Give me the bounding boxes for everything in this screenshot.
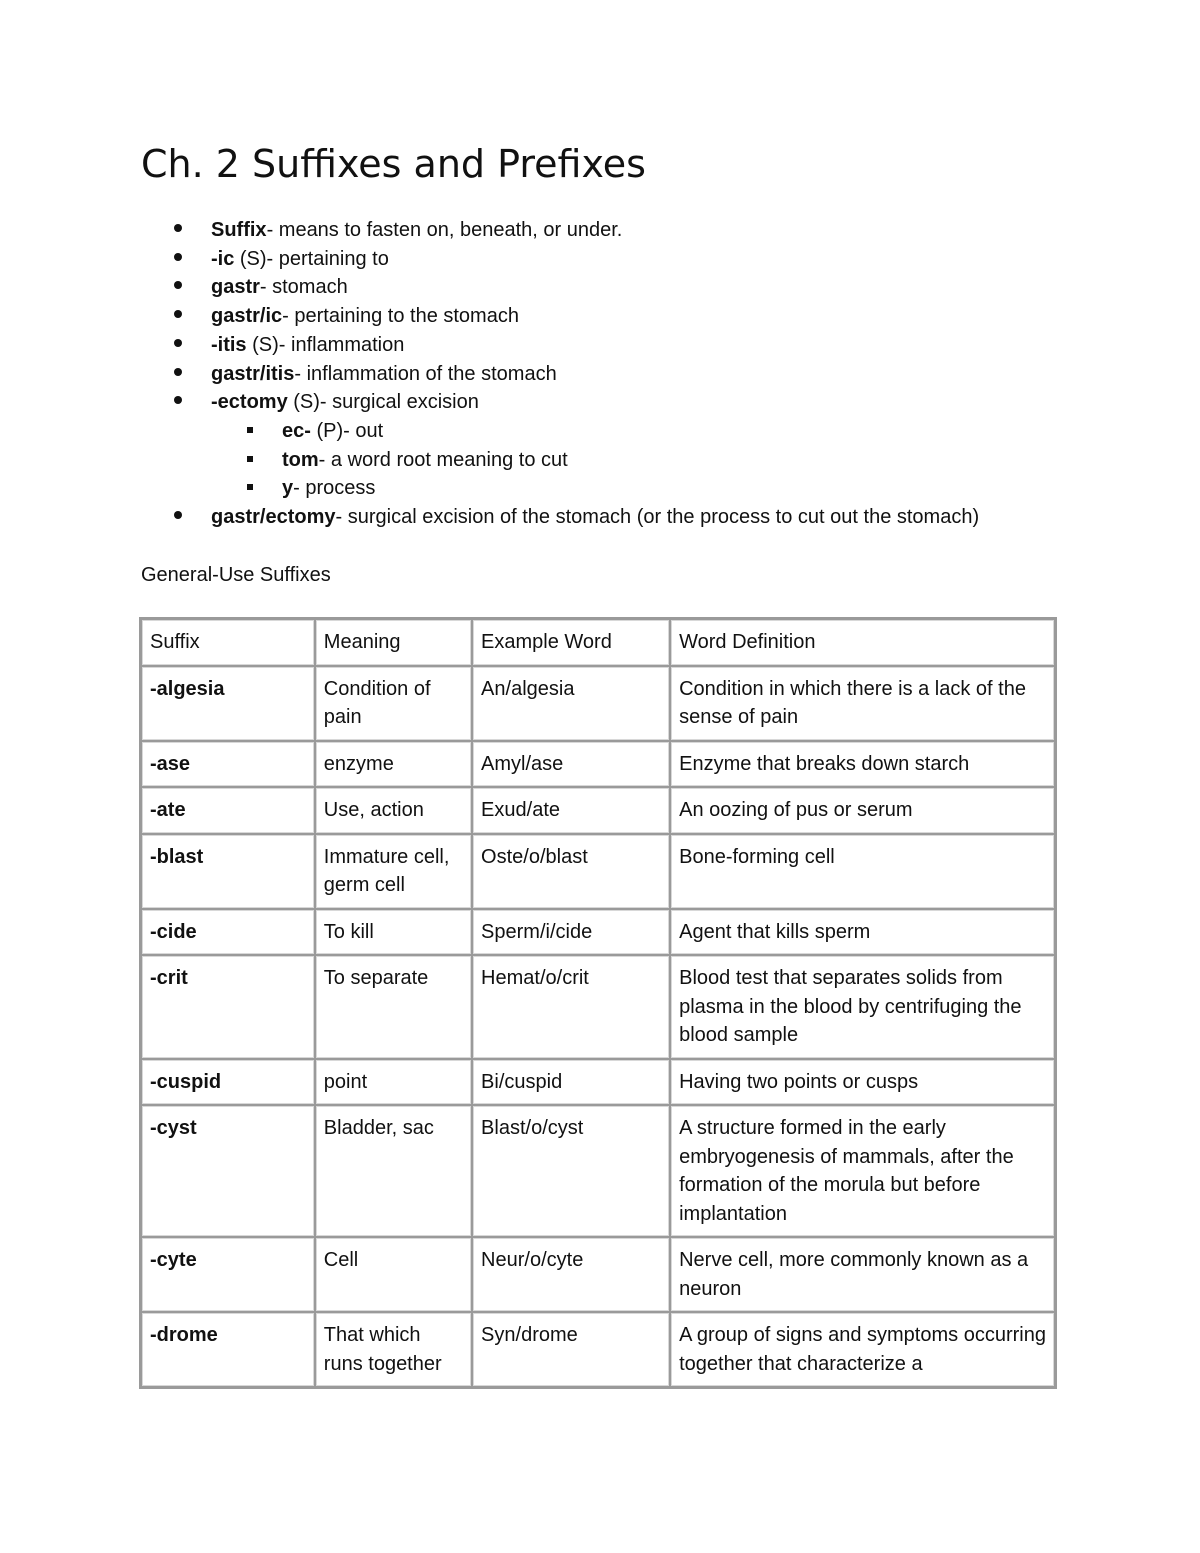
term: gastr/itis <box>211 362 295 385</box>
definition-text: - process <box>293 477 376 500</box>
bullet-icon <box>174 224 182 232</box>
definition-text: - stomach <box>259 276 348 299</box>
definition-cell: Agent that kills sperm <box>670 909 1055 956</box>
suffix-cell: -ate <box>141 787 315 834</box>
list-item <box>141 331 1101 360</box>
section-heading: General-Use Suffixes <box>141 564 331 586</box>
term: ec- <box>282 419 311 442</box>
bullet-icon <box>174 281 182 289</box>
example-cell: Amyl/ase <box>472 741 670 788</box>
example-cell: Syn/drome <box>472 1312 670 1387</box>
table-row <box>141 666 1055 741</box>
list-item <box>141 360 1101 389</box>
bullet-icon <box>174 310 182 318</box>
suffix-cell: -cide <box>141 909 315 956</box>
bullet-icon <box>174 511 182 519</box>
suffix-cell: -algesia <box>141 666 315 741</box>
term: gastr <box>211 276 260 299</box>
list-item <box>141 388 1101 417</box>
table-row <box>141 787 1055 834</box>
definition-text: - surgical excision of the stomach (or the process to cut out the stomach) <box>335 506 980 529</box>
column-header: Suffix <box>141 619 315 666</box>
sub-list-item <box>141 417 1101 446</box>
list-item <box>141 302 1101 331</box>
square-bullet-icon <box>247 427 253 433</box>
table-row <box>141 1237 1055 1312</box>
term: gastr/ic <box>211 305 283 328</box>
square-bullet-icon <box>247 484 253 490</box>
definition-cell: A structure formed in the early embryogenesis of mammals, after the formation of the morula but before implantation <box>670 1105 1055 1237</box>
definition-cell: Enzyme that breaks down starch <box>670 741 1055 788</box>
term: tom <box>282 448 319 471</box>
example-cell: Exud/ate <box>472 787 670 834</box>
meaning-cell: To separate <box>315 955 472 1059</box>
bullet-icon <box>174 396 182 404</box>
example-cell: Bi/cuspid <box>472 1059 670 1106</box>
suffix-cell: -crit <box>141 955 315 1059</box>
definition-text: (S)- surgical excision <box>287 391 479 414</box>
definition-text: (S)- inflammation <box>246 333 405 356</box>
meaning-cell: Condition of pain <box>315 666 472 741</box>
definition-text: - pertaining to the stomach <box>282 305 519 328</box>
example-cell: Neur/o/cyte <box>472 1237 670 1312</box>
suffix-cell: -cuspid <box>141 1059 315 1106</box>
definition-cell: Bone-forming cell <box>670 834 1055 909</box>
definition-list <box>141 216 1101 532</box>
meaning-cell: To kill <box>315 909 472 956</box>
meaning-cell: That which runs together <box>315 1312 472 1387</box>
meaning-cell: Immature cell, germ cell <box>315 834 472 909</box>
term: Suffix <box>211 219 267 241</box>
term: gastr/ectomy <box>211 506 336 529</box>
table-row <box>141 834 1055 909</box>
table-row <box>141 1312 1055 1387</box>
example-cell: An/algesia <box>472 666 670 741</box>
column-header: Example Word <box>472 619 670 666</box>
list-item <box>141 245 1101 274</box>
example-cell: Sperm/i/cide <box>472 909 670 956</box>
table-row <box>141 909 1055 956</box>
definition-text: (P)- out <box>310 419 384 442</box>
term: -ic <box>211 247 235 270</box>
definition-cell: Having two points or cusps <box>670 1059 1055 1106</box>
table-row <box>141 741 1055 788</box>
definition-cell: An oozing of pus or serum <box>670 787 1055 834</box>
meaning-cell: Cell <box>315 1237 472 1312</box>
example-cell: Oste/o/blast <box>472 834 670 909</box>
meaning-cell: enzyme <box>315 741 472 788</box>
bullet-icon <box>174 253 182 261</box>
term: y <box>282 477 294 500</box>
example-cell: Hemat/o/crit <box>472 955 670 1059</box>
sub-list-item <box>141 474 1101 503</box>
column-header: Meaning <box>315 619 472 666</box>
definition-cell <box>670 1312 1055 1387</box>
suffix-table <box>139 617 1057 1389</box>
suffix-cell: -cyte <box>141 1237 315 1312</box>
term: -itis <box>211 333 247 356</box>
bullet-icon <box>174 339 182 347</box>
meaning-cell: Bladder, sac <box>315 1105 472 1237</box>
list-item <box>141 503 1101 532</box>
suffix-cell: -drome <box>141 1312 315 1387</box>
definition-cell: Condition in which there is a lack of the sense of pain <box>670 666 1055 741</box>
definition-text: - inflammation of the stomach <box>294 362 557 385</box>
definition-text: - a word root meaning to cut <box>318 448 568 471</box>
column-header: Word Definition <box>670 619 1055 666</box>
table-row <box>141 1105 1055 1237</box>
table-row <box>141 955 1055 1059</box>
sub-list-item <box>141 446 1101 475</box>
definition-text: - means to fasten on, beneath, or under. <box>266 219 623 241</box>
suffix-cell: -cyst <box>141 1105 315 1237</box>
page-title: Ch. 2 Suffixes and Prefixes <box>141 142 646 186</box>
suffix-cell: -ase <box>141 741 315 788</box>
table-header-row <box>141 619 1055 666</box>
list-item <box>141 273 1101 302</box>
suffix-cell: -blast <box>141 834 315 909</box>
table-row <box>141 1059 1055 1106</box>
definition-cell: Nerve cell, more commonly known as a neuron <box>670 1237 1055 1312</box>
definition-text: (S)- pertaining to <box>234 247 389 270</box>
meaning-cell: Use, action <box>315 787 472 834</box>
bullet-icon <box>174 368 182 376</box>
list-item <box>141 216 1101 245</box>
term: -ectomy <box>211 391 288 414</box>
square-bullet-icon <box>247 456 253 462</box>
example-cell: Blast/o/cyst <box>472 1105 670 1237</box>
meaning-cell: point <box>315 1059 472 1106</box>
definition-text: A group of signs and symptoms occurring together that characterize a <box>679 1324 1046 1375</box>
definition-cell: Blood test that separates solids from plasma in the blood by centrifuging the blood sample <box>670 955 1055 1059</box>
